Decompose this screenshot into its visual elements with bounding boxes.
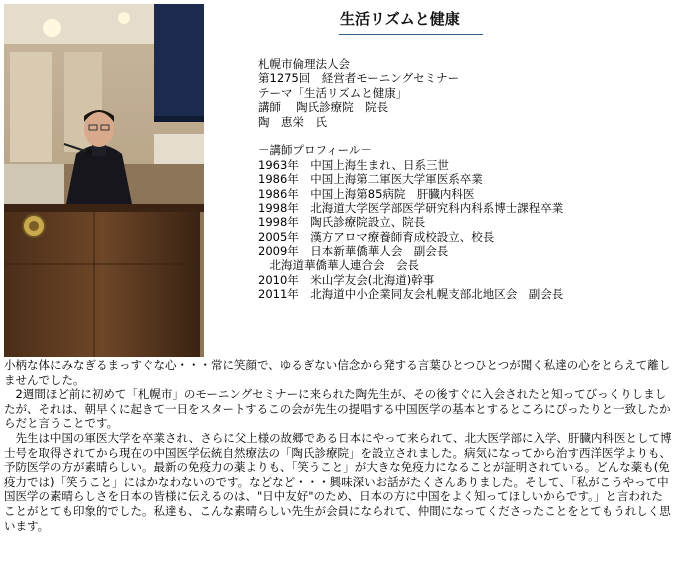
profile-item: 1998年 北海道大学医学部医学研究科内科系博士課程卒業 bbox=[258, 200, 564, 215]
info-seminar: 第1275回 経営者モーニングセミナー bbox=[258, 71, 460, 86]
speaker-photo-illustration bbox=[4, 4, 204, 357]
profile-heading: －講師プロフィール－ bbox=[258, 143, 372, 158]
profile-item: 2011年 北海道中小企業同友会札幌支部北地区会 副会長 bbox=[258, 287, 564, 302]
body-paragraph: 2週間ほど前に初めて「札幌市」のモーニングセミナーに来られた陶先生が、その後すぐに入会されたと知ってびっくりしましたが、それは、朝早くに起きて一日をスタートするこの会が先生の提唱する中国医学の基本とするところにぴったりと一致したからだと言うことです。 bbox=[4, 387, 671, 431]
info-org: 札幌市倫理法人会 bbox=[258, 57, 350, 71]
profile-item: 1986年 中国上海第二軍医大学軍医系卒業 bbox=[258, 172, 483, 187]
info-lecturer: 講師 陶氏診療院 院長 bbox=[258, 100, 389, 115]
page-title: 生活リズムと健康 bbox=[340, 10, 460, 28]
profile-item: 1963年 中国上海生まれ、日系三世 bbox=[258, 157, 449, 172]
body-paragraph: 先生は中国の軍医大学を卒業され、さらに父上様の故郷である日本にやって来られて、北大医学部に入学、肝臓内科医として博士号を取得されてから現在の中国医学伝統自然療法の「陶氏診療院」を設立されました。病気になってから治す西洋医学よりも、予防医学の方が素晴らしい。最新の免疫力の薬よりも、「笑うこと」が大きな免疫力になることが証明されている。どんな薬も(免疫力では)「笑うこと」にはかなわないのです。などなど・・・興味深いお話がたくさんありました。そして、「私がこうやって中国医学の素晴らしさを日本の皆様に伝えるのは、"日中友好"のため、日本の方に中国をよく知ってほしいからです。」と言われたことがとても印象的でした。私達も、こんな素晴らしい先生が会員になられて、仲間になってくださったことをとてもうれしく思います。 bbox=[4, 430, 672, 533]
profile-item: 2010年 米山学友会(北海道)幹事 bbox=[258, 272, 435, 287]
profile-item: 2009年 日本新華僑華人会 副会長 bbox=[258, 244, 449, 259]
body-paragraph: 小柄な体にみなぎるまっすぐな心・・・常に笑顔で、ゆるぎない信念から発する言葉ひとつひとつが聞く私達の心をとらえて離しませんでした。 bbox=[4, 358, 671, 387]
info-theme: テーマ「生活リズムと健康」 bbox=[258, 85, 408, 100]
title-underline bbox=[339, 34, 483, 35]
speaker-photo bbox=[4, 4, 204, 357]
profile-item: 2005年 漢方アロマ療養師育成校設立、校長 bbox=[258, 229, 495, 244]
profile-item: 北海道華僑華人連合会 会長 bbox=[258, 258, 419, 273]
seminar-info bbox=[258, 57, 563, 302]
info-spacer bbox=[258, 129, 563, 143]
article-body bbox=[4, 358, 672, 533]
info-lecturer-name: 陶 恵栄 氏 bbox=[258, 114, 327, 129]
profile-item: 1998年 陶氏診療院設立、院長 bbox=[258, 215, 426, 230]
profile-item: 1986年 中国上海第85病院 肝臓内科医 bbox=[258, 186, 475, 201]
